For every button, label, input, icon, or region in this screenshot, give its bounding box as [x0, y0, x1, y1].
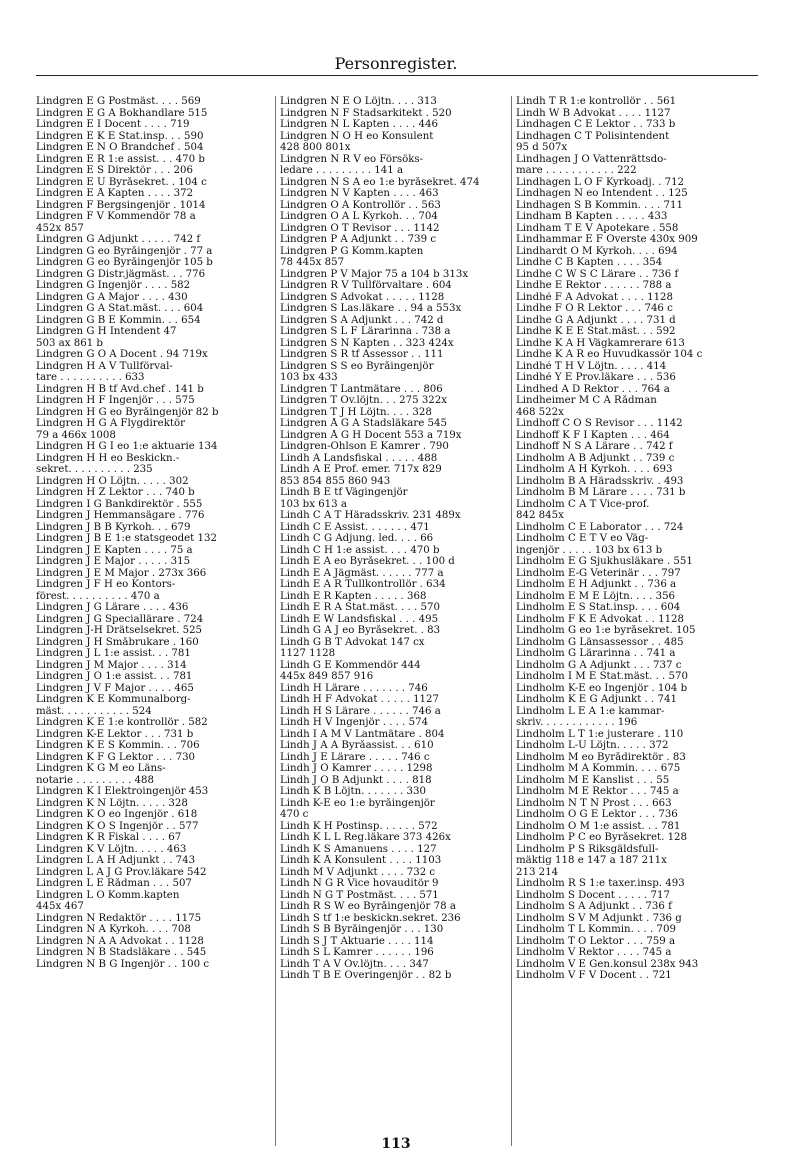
- index-entry: Lindgren F Bergsingenjör . 1014: [36, 199, 206, 211]
- index-entry: Lindhagen S B Kommin. . . . 711: [516, 199, 683, 211]
- index-entry: Lindh C E Assist. . . . . . . 471: [280, 521, 430, 533]
- index-entry: Lindhe K A H Vägkamrerare 613: [516, 337, 685, 349]
- index-entry: Lindholm E-G Veterinär . . . 797: [516, 567, 681, 579]
- index-entry: Lindholm M eo Byrådirektör . 83: [516, 751, 686, 763]
- index-entry: Lindhoff N S A Lärare . . 742 f: [516, 441, 673, 452]
- index-entry: Lindholm I M E Stat.mäst. . . 570: [516, 671, 688, 682]
- index-entry: Lindgren H Z Lektor . . . 740 b: [36, 487, 195, 498]
- index-entry: Lindholm V E Gen.konsul 238x 943: [516, 958, 699, 970]
- index-entry: Lindh K L L Reg.läkare 373 426x: [280, 832, 451, 843]
- index-entry: Lindh K H Postinsp. . . . . . 572: [280, 820, 438, 832]
- index-entry: Lindhagen C T Polisintendent: [516, 130, 670, 142]
- index-entry: sekret. . . . . . . . . . 235: [36, 464, 153, 475]
- index-entry: Lindh M V Adjunkt . . . . 732 c: [280, 866, 436, 878]
- index-entry: Lindholm K E G Adjunkt . . 741: [516, 694, 677, 705]
- index-entry: Lindgren K E 1:e kontrollör . 582: [36, 717, 208, 728]
- index-entry: Lindgren I G Bankdirektör . 555: [36, 498, 203, 510]
- index-entry: Lindgren J L 1:e assist. . . 781: [36, 648, 191, 659]
- index-entry: Lindgren N V Kapten . . . . 463: [280, 188, 439, 199]
- index-entry: Lindgren H G I eo 1:e aktuarie 134: [36, 441, 218, 452]
- index-entry: Lindhe C B Kapten . . . . 354: [516, 257, 663, 268]
- index-entry: Lindgren N S A eo 1:e byråsekret. 474: [280, 176, 480, 188]
- index-entry: Lindgren N B Stadsläkare . . 545: [36, 947, 207, 958]
- index-entry: Lindhe F O R Lektor . . . 746 c: [516, 303, 673, 314]
- index-entry: Lindholm C E T V eo Väg-: [516, 533, 649, 544]
- index-entry: Lindholm P C eo Byråsekret. 128: [516, 832, 688, 843]
- index-entry: förest. . . . . . . . . . 470 a: [36, 590, 160, 602]
- index-entry: Lindholm V Rektor . . . . 745 a: [516, 947, 672, 958]
- index-entry: 78 445x 857: [280, 257, 345, 268]
- index-entry: Lindh H V Ingenjör . . . . 574: [280, 717, 429, 728]
- index-entry: Lindholm B A Häradsskriv. . 493: [516, 475, 684, 487]
- index-entry: 445x 849 857 916: [280, 671, 374, 682]
- index-entry: Lindgren G A Stat.mäst. . . . 604: [36, 303, 204, 314]
- index-entry: Lindham B Kapten . . . . . 433: [516, 211, 668, 222]
- index-entry: Lindgren L A J G Prov.läkare 542: [36, 866, 207, 878]
- index-entry: Lindgren E R 1:e assist. . . 470 b: [36, 153, 205, 165]
- index-entry: Lindgren E N O Brandchef . 504: [36, 142, 204, 153]
- index-entry: Lindh E A eo Byråsekret. . . 100 d: [280, 556, 455, 567]
- index-entry: Lindgren K G M eo Läns-: [36, 763, 166, 774]
- index-entry: Lindholm E H Adjunkt . . 736 a: [516, 579, 677, 590]
- index-entry: Lindholm C A T Vice-prof.: [516, 498, 650, 510]
- index-entry: Lindgren J F H eo Kontors-: [36, 579, 176, 590]
- index-entry: Lindgren S Las.läkare . . 94 a 553x: [280, 303, 462, 314]
- index-entry: Lindhe G A Adjunkt . . . . 731 d: [516, 314, 676, 326]
- index-entry: Lindh E A R Tullkontrollör . 634: [280, 579, 446, 590]
- index-entry: Lindholm P S Riksgäldsfull-: [516, 843, 659, 855]
- index-entry: Lindgren J V F Major . . . . 465: [36, 682, 194, 694]
- index-entry: Lindh N G T Postmäst. . . . 571: [280, 889, 439, 901]
- index-entry: Lindgren K F G Lektor . . . 730: [36, 751, 196, 763]
- index-entry: ledare . . . . . . . . . 141 a: [280, 165, 404, 176]
- index-entry: Lindgren J B B Kyrkoh. . . 679: [36, 521, 191, 533]
- index-entry: Lindgren N A A Advokat . . 1128: [36, 935, 204, 947]
- index-entry: Lindgren K E Kommunalborg-: [36, 694, 191, 705]
- index-entry: Lindgren N Redaktör . . . . 1175: [36, 912, 202, 924]
- index-entry: Lindh G B T Advokat 147 cx: [280, 636, 425, 648]
- index-entry: Lindgren J E Kapten . . . . 75 a: [36, 544, 193, 556]
- index-entry: Lindhagen L O F Kyrkoadj. . 712: [516, 176, 685, 188]
- index-entry: Lindhe C W S C Lärare . . 736 f: [516, 268, 679, 280]
- index-entry: Lindh H Lärare . . . . . . . 746: [280, 682, 428, 694]
- index-entry: Lindholm E G Sjukhusläkare . 551: [516, 556, 693, 567]
- index-entry: Lindholm M A Kommin. . . . 675: [516, 763, 681, 774]
- index-entry: Lindholm G Länsassessor . . 485: [516, 636, 684, 648]
- index-entry: Lindholm L-U Löjtn. . . . . 372: [516, 740, 669, 751]
- index-column-3: [511, 96, 760, 1146]
- index-entry: Lindgren N L Kapten . . . . 446: [280, 119, 438, 130]
- index-entry: Lindhagen N eo Intendent . . 125: [516, 188, 688, 199]
- index-entry: Lindgren R V Tullförvaltare . 604: [280, 280, 452, 291]
- index-entry: Lindgren E G Postmäst. . . . 569: [36, 96, 201, 107]
- index-entry: 445x 467: [36, 901, 84, 912]
- index-entry: Lindgren K O eo Ingenjör . 618: [36, 809, 198, 820]
- index-entry: Lindhe E Rektor . . . . . . 788 a: [516, 280, 672, 291]
- index-entry: Lindgren G H Intendent 47: [36, 326, 177, 337]
- index-entry: Lindgren-Ohlson E Kamrer . 790: [280, 441, 449, 452]
- index-entry: Lindh S tf 1:e beskickn.sekret. 236: [280, 912, 461, 924]
- index-entry: Lindgren G eo Byråingenjör 105 b: [36, 257, 213, 268]
- index-entry: Lindhammar E F Överste 430x 909: [516, 234, 698, 245]
- index-entry: 213 214: [516, 866, 559, 878]
- index-entry: Lindgren T Lantmätare . . . 806: [280, 383, 443, 395]
- index-entry: Lindgren G O A Docent . 94 719x: [36, 349, 208, 360]
- index-entry: Lindh G E Kommendör 444: [280, 659, 421, 671]
- index-entry: Lindh K S Amanuens . . . . 127: [280, 843, 437, 855]
- index-entry: Lindholm G eo 1:e byråsekret. 105: [516, 625, 696, 636]
- index-entry: Lindhagen J O Vattenrättsdo-: [516, 153, 667, 165]
- index-entry: ingenjör . . . . . 103 bx 613 b: [516, 544, 663, 556]
- index-entry: Lindh T A V Öv.löjtn. . . . 347: [280, 958, 429, 970]
- index-entry: Lindgren H B tf Avd.chef . 141 b: [36, 383, 204, 395]
- index-entry: Lindgren S R tf Assessor . . 111: [280, 349, 444, 360]
- index-entry: Lindgren G Distr.jägmäst. . . 776: [36, 268, 206, 280]
- index-entry: Lindhagen C E Lektor . . 733 b: [516, 119, 676, 130]
- index-entry: mare . . . . . . . . . . . 222: [516, 165, 637, 176]
- index-entry: mäst. . . . . . . . . . . 524: [36, 705, 152, 717]
- index-entry: Lindholm C E Laborator . . . 724: [516, 521, 684, 533]
- index-entry: Lindhé T H V Löjtn. . . . . 414: [516, 360, 667, 372]
- index-entry: Lindgren J E M Major . 273x 366: [36, 567, 207, 579]
- index-entry: Lindgren L E Rådman . . . 507: [36, 878, 192, 889]
- index-entry: 103 bx 433: [280, 372, 338, 383]
- index-entry: Lindholm A B Adjunkt . . 739 c: [516, 452, 675, 464]
- index-entry: Lindham T E V Apotekare . 558: [516, 222, 679, 234]
- index-entry: Lindh C H 1:e assist. . . . 470 b: [280, 544, 440, 556]
- index-entry: Lindholm S A Adjunkt . . 736 f: [516, 901, 672, 912]
- index-entry: Lindholm K-E eo Ingenjör . 104 b: [516, 682, 688, 694]
- page-title: Personregister.: [334, 54, 458, 73]
- index-entry: Lindholm V F V Docent . . 721: [516, 970, 672, 981]
- index-entry: Lindgren E Å Kapten . . . . 372: [36, 188, 194, 199]
- header-rule: [36, 75, 758, 76]
- index-entry: Lindholm T O Lektor . . . 759 a: [516, 935, 676, 947]
- index-entry: Lindgren H H eo Beskickn.-: [36, 452, 180, 464]
- index-entry: Lindholm A H Kyrkoh. . . . 693: [516, 464, 673, 475]
- index-entry: Lindh H S Lärare . . . . . . 746 a: [280, 705, 441, 717]
- index-entry: Lindgren J B E 1:e statsgeodet 132: [36, 533, 217, 544]
- index-entry: Lindgren J M Major . . . . 314: [36, 659, 187, 671]
- index-entry: Lindh E R Kapten . . . . . 368: [280, 590, 427, 602]
- index-entry: Lindholm E M E Löjtn. . . . 356: [516, 590, 676, 602]
- index-entry: Lindh J E Lärare . . . . . 746 c: [280, 751, 430, 763]
- index-entry: Lindh S J T Aktuarie . . . . 114: [280, 935, 434, 947]
- index-entry: Lindgren O A Kontrollör . . 563: [280, 199, 441, 211]
- index-entry: Lindhé Y E Prov.läkare . . . 536: [516, 372, 676, 383]
- index-entry: Lindgren H A V Tullförval-: [36, 360, 173, 372]
- index-entry: Lindh A E Prof. emer. 717x 829: [280, 464, 442, 475]
- index-entry: Lindh S L Kamrer . . . . . . 196: [280, 947, 434, 958]
- index-entry: notarie . . . . . . . . . 488: [36, 774, 154, 786]
- index-entry: Lindgren J H Småbrukare . 160: [36, 636, 199, 648]
- index-entry: Lindgren S Advokat . . . . . 1128: [280, 291, 445, 303]
- index-entry: Lindgren J O 1:e assist. . . 781: [36, 671, 193, 682]
- index-entry: Lindh J A A Byråassist. . . 610: [280, 740, 434, 751]
- index-entry: Lindgren J E Major . . . . . 315: [36, 556, 191, 567]
- index-entry: Lindgren T Öv.löjtn. . . 275 322x: [280, 395, 448, 406]
- index-entry: Lindgren O T Revisor . . . 1142: [280, 222, 440, 234]
- index-entry: Lindgren J-H Drätselsekret. 525: [36, 625, 203, 636]
- index-entry: Lindgren K O S Ingenjör . . 577: [36, 820, 199, 832]
- index-entry: Lindh E W Landsfiskal . . . 495: [280, 613, 439, 625]
- index-entry: Lindgren N F Stadsarkitekt . 520: [280, 107, 452, 119]
- index-entry: Lindgren N O H eo Konsulent: [280, 130, 434, 142]
- index-entry: Lindh N G R Vice hovauditör 9: [280, 878, 439, 889]
- index-entry: Lindgren K I Elektroingenjör 453: [36, 786, 209, 797]
- index-entry: Lindh I A M V Lantmätare . 804: [280, 728, 445, 740]
- index-entry: Lindgren G Ingenjör . . . . 582: [36, 280, 191, 291]
- index-entry: Lindholm S V M Adjunkt . 736 g: [516, 912, 682, 924]
- index-entry: Lindholm R S 1:e taxer.insp. 493: [516, 878, 685, 889]
- index-entry: Lindholm E S Stat.insp. . . . 604: [516, 602, 681, 613]
- index-entry: Lindh K-E eo 1:e byråingenjör: [280, 797, 435, 809]
- index-entry: Lindh T B E Överingenjör . . 82 b: [280, 970, 452, 981]
- index-entry: Lindh K Å Konsulent . . . . 1103: [280, 855, 442, 866]
- index-entry: Lindgren S A Adjunkt . . . 742 d: [280, 314, 444, 326]
- index-entry: Lindholm L T 1:e justerare . 110: [516, 728, 684, 740]
- index-entry: Lindholm G Lärarinna . . 741 a: [516, 648, 676, 659]
- index-entry: Lindgren K R Fiskal . . . . 67: [36, 832, 182, 843]
- index-entry: Lindh E R A Stat.mäst. . . . 570: [280, 602, 440, 613]
- index-entry: Lindgren E G A Bokhandlare 515: [36, 107, 208, 119]
- index-entry: Lindholm M E Rektor . . . 745 a: [516, 786, 679, 797]
- index-entry: Lindgren E S Direktör . . . 206: [36, 165, 193, 176]
- index-entry: Lindh A Landsfiskal . . . . . 488: [280, 452, 438, 464]
- index-entry: Lindgren H G eo Byråingenjör 82 b: [36, 406, 219, 418]
- index-entry: Lindh E A Jägmäst. . . . . . 777 a: [280, 567, 444, 579]
- index-entry: Lindgren S N Kapten . . 323 424x: [280, 337, 454, 349]
- index-entry: Lindholm G A Adjunkt . . . 737 c: [516, 659, 682, 671]
- index-entry: Lindholm L E A 1:e kammar-: [516, 705, 665, 717]
- index-entry: Lindh C A T Häradsskriv. 231 489x: [280, 510, 461, 521]
- index-entry: Lindgren O A L Kyrkoh. . . 704: [280, 211, 438, 222]
- index-entry: 428 800 801x: [280, 142, 351, 153]
- page-number: 113: [381, 1136, 411, 1152]
- index-entry: Lindgren J Hemmansägare . 776: [36, 510, 205, 521]
- index-entry: Lindgren E K E Stat.insp. . . 590: [36, 130, 204, 142]
- index-entry: Lindgren J G Speciallärare . 724: [36, 613, 204, 625]
- index-entry: Lindh J O B Adjunkt . . . . 818: [280, 774, 432, 786]
- index-entry: Lindholm O M 1:e assist. . . 781: [516, 820, 681, 832]
- index-entry: Lindhoff K F I Kapten . . . 464: [516, 429, 670, 441]
- index-entry: 79 a 466x 1008: [36, 429, 116, 441]
- index-entry: 468 522x: [516, 406, 564, 418]
- index-entry: Lindhé F A Advokat . . . . 1128: [516, 291, 674, 303]
- index-entry: Lindhe K E E Stat.mäst. . . 592: [516, 326, 676, 337]
- index-entry: 470 c: [280, 809, 309, 820]
- index-entry: mäktig 118 e 147 a 187 211x: [516, 855, 667, 866]
- index-entry: Lindh G A J eo Byråsekret. . 83: [280, 625, 441, 636]
- index-entry: Lindh S B Byråingenjör . . . 130: [280, 924, 444, 935]
- index-entry: Lindgren N E O Löjtn. . . . 313: [280, 96, 437, 107]
- index-entry: Lindgren G eo Byråingenjör . 77 a: [36, 245, 213, 257]
- index-entry: Lindholm O G E Lektor . . . 736: [516, 809, 678, 820]
- index-entry: Lindgren N R V eo Försöks-: [280, 153, 424, 165]
- index-entry: 452x 857: [36, 222, 84, 234]
- index-entry: Lindgren J G Lärare . . . . 436: [36, 602, 189, 613]
- index-entry: 1127 1128: [280, 648, 336, 659]
- index-entry: Lindgren S S eo Byråingenjör: [280, 360, 434, 372]
- index-entry: Lindhed A D Rektor . . . 764 a: [516, 383, 670, 395]
- index-entry: Lindholm B M Lärare . . . . 731 b: [516, 487, 686, 498]
- index-entry: Lindgren P V Major 75 a 104 b 313x: [280, 268, 469, 280]
- index-entry: 103 bx 613 a: [280, 498, 347, 510]
- index-entry: Lindgren K V Löjtn. . . . . 463: [36, 843, 187, 855]
- index-entry: Lindholm T L Kommin. . . . 709: [516, 924, 676, 935]
- index-entry: Lindholm S Docent . . . . . 717: [516, 889, 670, 901]
- index-entry: Lindgren H F Ingenjör . . . 575: [36, 395, 195, 406]
- index-entry: Lindhoff C O S Revisor . . . 1142: [516, 418, 683, 429]
- index-entry: Lindgren E U Byråsekret. . 104 c: [36, 176, 207, 188]
- index-entry: Lindgren G Adjunkt . . . . . 742 f: [36, 234, 201, 245]
- index-entry: Lindgren H O Löjtn. . . . . 302: [36, 475, 189, 487]
- index-entry: Lindgren K-E Lektor . . . 731 b: [36, 728, 194, 740]
- index-entry: Lindgren F V Kommendör 78 a: [36, 211, 196, 222]
- index-entry: Lindgren H G A Flygdirektör: [36, 418, 185, 429]
- index-entry: Lindgren P A Adjunkt . . 739 c: [280, 234, 437, 245]
- index-entry: Lindh K B Löjtn. . . . . . . 330: [280, 786, 426, 797]
- index-entry: Lindhe K A R eo Huvudkassör 104 c: [516, 349, 703, 360]
- index-entry: tare . . . . . . . . . . 633: [36, 372, 145, 383]
- index-entry: Lindgren Å G H Docent 553 a 719x: [280, 429, 462, 441]
- index-entry: Lindh W B Advokat . . . . 1127: [516, 107, 671, 119]
- index-entry: Lindgren G B E Kommin. . . 654: [36, 314, 201, 326]
- index-entry: Lindgren L A H Adjunkt . . 743: [36, 855, 196, 866]
- index-entry: Lindholm N T N Prost . . . 663: [516, 797, 672, 809]
- index-entry: Lindgren P G Komm.kapten: [280, 245, 424, 257]
- index-entry: Lindgren T J H Löjtn. . . . 328: [280, 406, 432, 418]
- index-entry: Lindgren K N Löjtn. . . . . 328: [36, 797, 188, 809]
- index-entry: 503 ax 861 b: [36, 337, 103, 349]
- index-entry: 95 d 507x: [516, 142, 568, 153]
- index-column-1: [36, 96, 264, 1146]
- index-entry: Lindh H F Advokat . . . . . 1127: [280, 694, 439, 705]
- index-entry: 842 845x: [516, 510, 564, 521]
- index-entry: Lindgren E I Docent . . . . 719: [36, 119, 190, 130]
- index-entry: Lindh C G Adjung. led. . . . 66: [280, 533, 434, 544]
- index-entry: Lindgren N B G Ingenjör . . 100 c: [36, 958, 210, 970]
- index-entry: Lindholm F K E Advokat . . 1128: [516, 613, 685, 625]
- index-entry: Lindheimer M C A Rådman: [516, 395, 657, 406]
- index-entry: Lindhardt O M Kyrkoh. . . . 694: [516, 245, 678, 257]
- index-entry: Lindh J O Kamrer . . . . . 1298: [280, 763, 433, 774]
- index-entry: Lindgren L O Komm.kapten: [36, 889, 180, 901]
- index-entry: Lindh B E tf Vägingenjör: [280, 487, 408, 498]
- index-entry: Lindgren G A Major . . . . 430: [36, 291, 188, 303]
- index-entry: Lindgren K E S Kommin. . . 706: [36, 740, 200, 751]
- index-entry: Lindh R S W eo Byråingenjör 78 a: [280, 901, 456, 912]
- index-column-2: [275, 96, 505, 1146]
- index-entry: skriv. . . . . . . . . . . . 196: [516, 717, 638, 728]
- index-entry: Lindholm M E Kanslist . . . 55: [516, 774, 670, 786]
- index-entry: Lindgren S L F Lärarinna . 738 a: [280, 326, 451, 337]
- index-entry: Lindh T R 1:e kontrollör . . 561: [516, 96, 677, 107]
- index-entry: Lindgren N A Kyrkoh. . . . 708: [36, 924, 191, 935]
- index-entry: Lindgren Å G A Stadsläkare 545: [280, 418, 447, 429]
- index-entry: 853 854 855 860 943: [280, 475, 391, 487]
